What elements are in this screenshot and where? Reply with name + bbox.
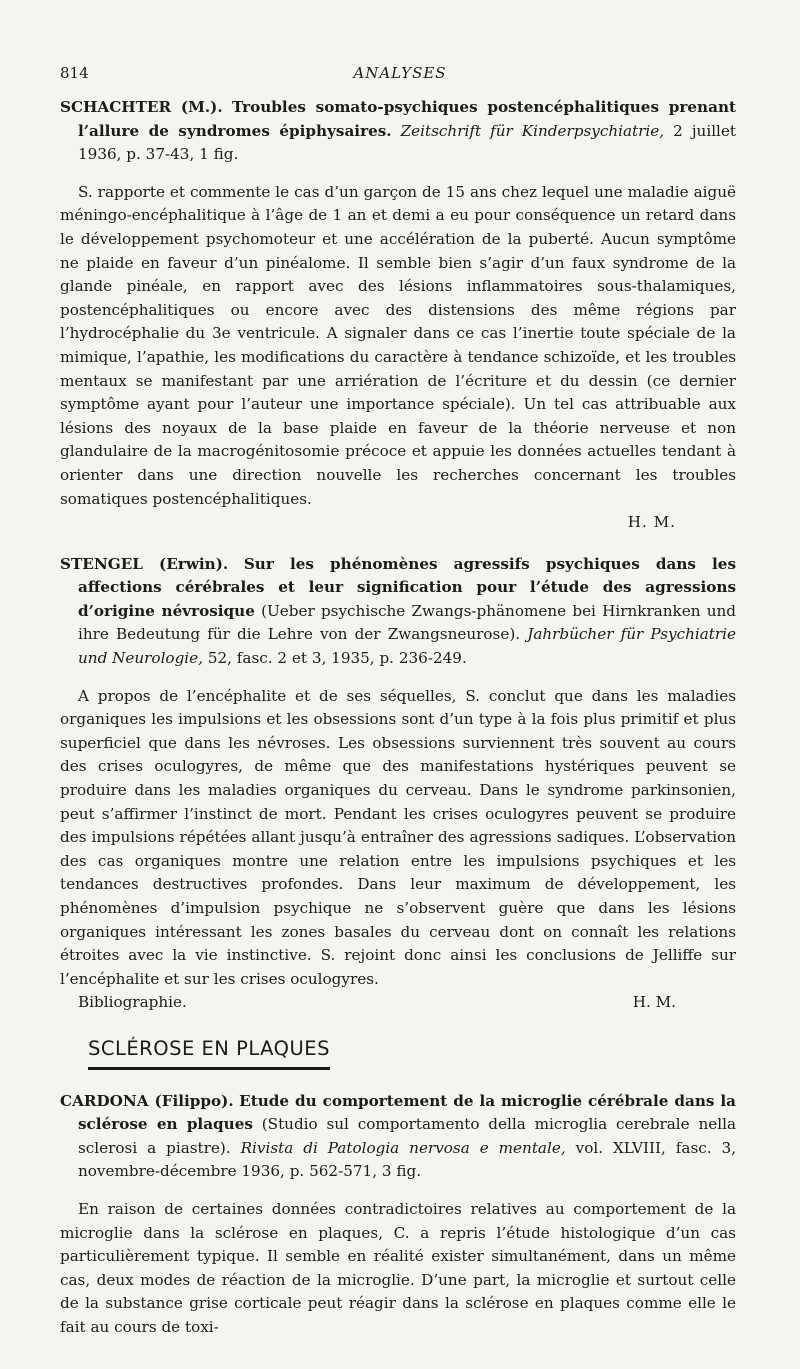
citation-journal: Rivista di Patologia nervosa e mentale, (240, 1138, 566, 1157)
citation-title: Etude du comportement de la microglie cérébrale dans la sclérose en plaques (78, 1091, 737, 1134)
page-number: 814 (60, 64, 89, 82)
citation-original-title: (Ueber psychische Zwangs-phänomene bei Hirnkranken und ihre Bedeutung für die Lehre von der Zwangsneurose). (78, 601, 737, 644)
citation-original-title: (Studio sul comportamento della microglia cerebrale nella sclerosi a piastre). (78, 1115, 736, 1157)
section-title: SCLÉROSE EN PLAQUES (88, 1037, 330, 1070)
citation-authors: STENGEL (Erwin). (60, 554, 229, 573)
citation-stengel (60, 553, 736, 671)
citation-details: vol. XLVIII, fasc. 3, novembre-décembre 1936, p. 562-571, 3 fig. (78, 1138, 737, 1181)
citation-journal: Jahrbücher für Psychiatrie und Neurologie, (78, 625, 736, 668)
page-content (60, 96, 736, 1340)
running-title: ANALYSES (353, 64, 447, 82)
signature: H. M. (632, 993, 676, 1012)
citation-cardona (60, 1090, 736, 1184)
abstract-cardona: En raison de certaines données contradictoires relatives au comportement de la microglie dans la sclérose en plaques, C. a repris l’étude histologique d’un cas particulièrement typique. Il semble en réalité exister simultanément, dans un même cas, deux modes de réaction de la microglie. D’une part, la microglie et surtout celle de la substance grise corticale peut réagir dans la sclérose en plaques comme elle le fait au cours de toxi- (60, 1199, 736, 1336)
signature-row (60, 991, 736, 1015)
citation-title: Sur les phénomènes agressifs psychiques dans les affections cérébrales et leur signification pour l’étude des agressions d’origine névrosique (78, 554, 736, 620)
citation-authors: CARDONA (Filippo). (60, 1091, 234, 1110)
bibliography-label: Bibliographie. (78, 993, 187, 1012)
abstract-schachter: S. rapporte et commente le cas d’un garçon de 15 ans chez lequel une maladie aiguë méningo-encéphalitique à l’âge de 1 an et demi a eu pour conséquence un retard dans le développement psychomoteur et une accélération de la puberté. Aucun symptôme ne plaide en faveur d’un pinéalome. Il semble bien s’agir d’un faux syndrome de la glande pinéale, en rapport avec des lésions inflammatoires sous-thalamiques, postencéphalitiques ou encore avec des distensions des même régions par l’hydrocéphalie du 3e ventricule. A signaler dans ce cas l’inertie toute spéciale de la mimique, l’apathie, les modifications du caractère à tendance schizoïde, et les troubles mentaux se manifestant par une arriération de l’écriture et du dessin (ce dernier symptôme ayant pour l’auteur une importance spéciale). Un tel cas attribuable aux lésions des noyaux de la base plaide en faveur de la théorie nerveuse et non glandulaire de la macrogénitosomie précoce et appuie les données actuelles tendant à orienter dans une direction nouvelle les recherches concernant les troubles somatiques postencéphalitiques. (60, 182, 736, 508)
citation-journal: Zeitschrift für Kinderpsychiatrie, (400, 121, 665, 140)
abstract-stengel: A propos de l’encéphalite et de ses séquelles, S. conclut que dans les maladies organiques les impulsions et les obsessions sont d’un type à la fois plus primitif et plus superficiel que dans les névroses. Les obsessions surviennent très souvent au cours des crises oculogyres, de même que des manifestations hystériques peuvent se produire dans les maladies organiques du cerveau. Dans le syndrome parkinsonien, peut s’affirmer l’instinct de mort. Pendant les crises oculogyres peuvent se produire des impulsions répétées allant jusqu’à entraîner des agressions sadiques. L’observation des cas organiques montre une relation entre les impulsions psychiques et les tendances destructives profondes. Dans leur maximum de développement, les phénomènes d’impulsion psychique ne s’observent guère que dans les lésions organiques intéressant les zones basales du cerveau dont on connaît les relations étroites avec la vie instinctive. S. rejoint donc ainsi les conclusions de Jelliffe sur l’encéphalite et sur les crises oculogyres. (60, 686, 736, 988)
running-head (60, 64, 740, 86)
citation-title: Troubles somato-psychiques postencéphalitiques prenant l’allure de syndromes épiphysaires. (78, 98, 736, 140)
citation-schachter (60, 96, 736, 167)
citation-details: 52, fasc. 2 et 3, 1935, p. 236-249. (207, 649, 467, 668)
signature: H. M. (627, 513, 676, 532)
citation-authors: SCHACHTER (M.). (60, 98, 223, 116)
citation-details: 2 juillet 1936, p. 37-43, 1 fig. (78, 121, 736, 164)
